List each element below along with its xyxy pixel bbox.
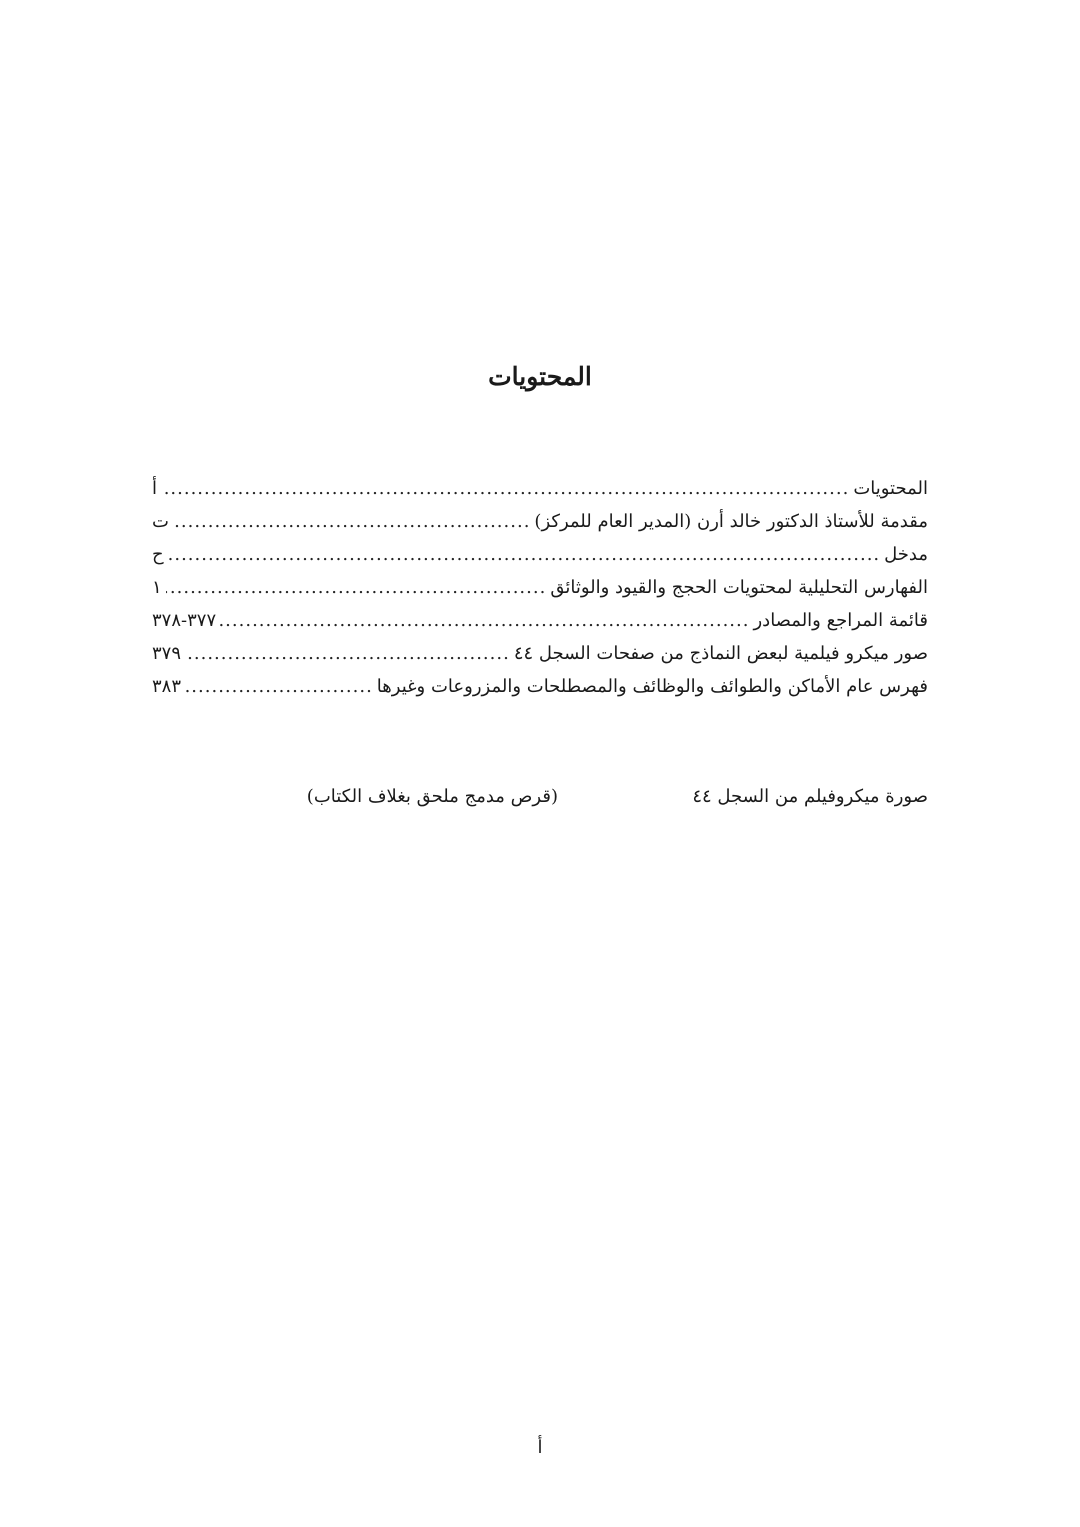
- toc-entry-page: ح: [152, 544, 164, 565]
- toc-dot-leader: [166, 577, 547, 598]
- toc-entry-microfilm-images: [152, 643, 928, 676]
- page-number: أ: [537, 1437, 543, 1458]
- toc-entry-label: فهرس عام الأماكن والطوائف والوظائف والمصطلحات والمزروعات وغيرها: [376, 676, 928, 697]
- toc-dot-leader: [168, 544, 881, 565]
- toc-entry-label: الفهارس التحليلية لمحتويات الحجج والقيود والوثائق: [550, 577, 928, 598]
- toc-entry-general-index: [152, 676, 928, 709]
- toc-entry-page: ١: [152, 577, 162, 598]
- toc-entry-references: [152, 610, 928, 643]
- toc-entry-preface: [152, 544, 928, 577]
- toc-entry-analytical-indexes: [152, 577, 928, 610]
- toc-entry-page: ٣٨٣: [152, 676, 182, 697]
- toc-entry-page: أ: [152, 478, 158, 499]
- toc-dot-leader: [185, 643, 510, 664]
- toc-entry-label: صور ميكرو فيلمية لبعض النماذج من صفحات السجل ٤٤: [513, 643, 928, 664]
- microfilm-note-cd: (قرص مدمج ملحق بغلاف الكتاب): [306, 786, 558, 807]
- toc-entry-page: ت: [152, 511, 169, 532]
- toc-entry-introduction: [152, 511, 928, 544]
- microfilm-note: [152, 786, 928, 816]
- table-of-contents: [152, 478, 928, 709]
- toc-entry-contents: [152, 478, 928, 511]
- toc-dot-leader: [220, 610, 749, 631]
- toc-entry-label: قائمة المراجع والمصادر: [753, 610, 928, 631]
- toc-entry-label: مقدمة للأستاذ الدكتور خالد أرن (المدير العام للمركز): [534, 511, 928, 532]
- toc-entry-page: ٣٧٩: [152, 643, 182, 664]
- toc-entry-label: المحتويات: [853, 478, 928, 499]
- toc-dot-leader: [173, 511, 530, 532]
- toc-dot-leader: [185, 676, 373, 697]
- microfilm-note-main: صورة ميكروفيلم من السجل ٤٤: [692, 786, 928, 807]
- toc-dot-leader: [161, 478, 849, 499]
- toc-entry-page: ٣٧٧-٣٧٨: [152, 610, 217, 631]
- toc-entry-label: مدخل: [884, 544, 928, 565]
- page-title: المحتويات: [488, 362, 592, 391]
